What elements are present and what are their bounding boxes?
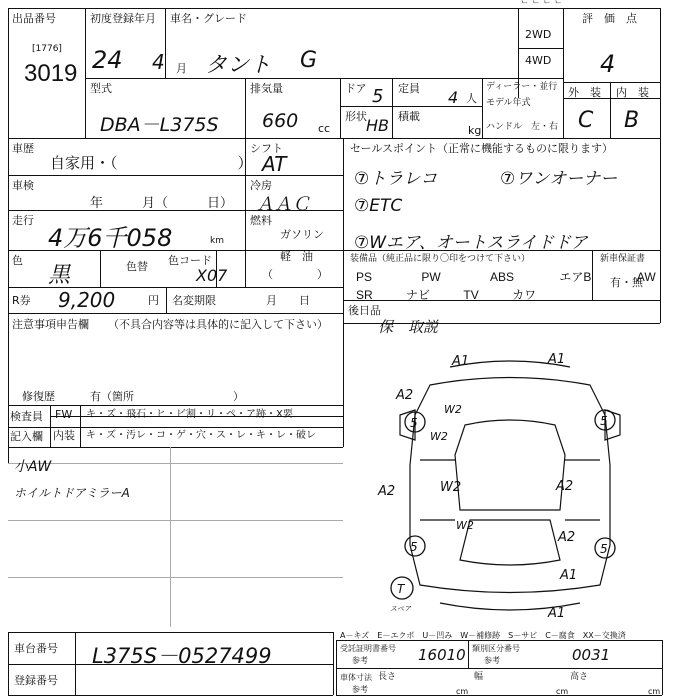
mileage-unit: km xyxy=(210,236,224,246)
equip-leather: カワ xyxy=(512,288,537,302)
color-code: X07 xyxy=(196,266,228,285)
damage-diagram xyxy=(360,345,660,630)
tire-front-left-value: 5 xyxy=(410,416,418,430)
aircon-value: ＡＡＣ xyxy=(256,194,310,215)
repair-value: 有（箇所 ） xyxy=(90,390,244,403)
drive-2wd: 2WD xyxy=(525,28,552,41)
registration-label: 登録番号 xyxy=(14,674,58,687)
score-interior: B xyxy=(624,108,640,133)
spare-tire-value: T xyxy=(397,582,405,596)
notes-sub: （不具合内容等は具体的に記入して下さい） xyxy=(108,318,328,331)
model-grade: G xyxy=(300,48,318,73)
first-reg-month: 4 xyxy=(152,50,165,74)
mark-a2-right-rear: A2 xyxy=(558,530,576,545)
tire-rear-left-value: 5 xyxy=(410,540,418,554)
equip-ps: PS xyxy=(356,270,373,284)
remark-1: 小AW xyxy=(14,459,52,475)
fuel-label: 燃料 xyxy=(250,214,272,227)
inspection-label: 車検 xyxy=(12,179,34,192)
frame-right xyxy=(660,8,661,323)
length-unit: cm xyxy=(456,687,469,696)
score-exterior-label: 外 装 xyxy=(568,86,601,99)
mark-a1-rear-right: A1 xyxy=(560,568,578,583)
color-code-label: 色コード xyxy=(168,254,212,267)
first-reg-month-unit: 月 xyxy=(176,62,187,75)
color-value: 黒 xyxy=(48,263,71,288)
inspect-cert-label: 受託証明書番号 xyxy=(340,644,396,653)
displacement-value: 660 xyxy=(262,110,299,132)
later-items-value: 保 取説 xyxy=(378,318,439,336)
ref-label-3: 参考 xyxy=(352,685,368,694)
score-exterior: C xyxy=(578,108,594,133)
height-unit: cm xyxy=(648,687,661,696)
tire-front-right-value: 5 xyxy=(600,414,608,428)
sales-point-1: ⑦トラレコ xyxy=(354,169,438,189)
sales-point-4: ⑦Wエア、オートスライドドア xyxy=(354,233,588,253)
inspector-in-label: 内装 xyxy=(53,429,75,442)
inspection-text: 年 月（ 日） xyxy=(90,195,234,210)
repair-label: 修復歴 xyxy=(22,390,55,403)
equip-tv: TV xyxy=(463,288,479,302)
doors-label: ドア xyxy=(345,82,367,95)
new-book-value: 有・無 xyxy=(610,276,643,289)
inspector-in-text: キ・ズ・汚レ・コ・ゲ・穴・ス・レ・キ・レ・破レ xyxy=(86,430,316,441)
later-items-label: 後日品 xyxy=(348,304,381,317)
sales-point-2: ⑦ワンオーナー xyxy=(500,169,618,189)
first-reg-label: 初度登録年月 xyxy=(90,12,156,25)
model-year-label: モデル年式 xyxy=(486,98,531,108)
fuel-paren: （ ） xyxy=(262,268,328,281)
car-rear-glass xyxy=(460,520,560,565)
equip-abs: ABS xyxy=(490,270,515,284)
shape-label: 形状 xyxy=(345,110,367,123)
ref-label-1: 参考 xyxy=(352,656,368,665)
category-label: 類別区分番号 xyxy=(472,644,520,653)
recycle-label: R券 xyxy=(12,294,31,307)
equip-aw: AW xyxy=(636,270,656,284)
category-value: 0031 xyxy=(572,646,611,664)
equip-navi: ナビ xyxy=(406,288,431,302)
equip-pw: PW xyxy=(421,270,441,284)
lot-label: 出品番号 xyxy=(12,12,56,25)
legend: A－キズ E－エクボ U－凹み W－補修跡 S－サビ C－腐食 XX－交換済 xyxy=(340,631,626,640)
shift-value: AT xyxy=(262,152,287,176)
chassis-value: L375S－0527499 xyxy=(92,644,272,668)
inspector-fw-label: FW xyxy=(55,408,73,421)
equipment-label: 装備品（純正品に限り〇印をつけて下さい） xyxy=(350,254,531,264)
model-name-label: 車名・グレード xyxy=(170,12,247,25)
sales-points-label: セールスポイント（正常に機能するものに限ります） xyxy=(350,142,614,155)
score-value: 4 xyxy=(600,50,616,78)
inspector-label-2: 記入欄 xyxy=(10,430,43,443)
length-label: 長さ xyxy=(378,672,397,682)
load-label: 積載 xyxy=(398,110,420,123)
lot-sub: [1776] xyxy=(32,44,62,54)
expiry-label: 名変期限 xyxy=(172,294,216,307)
chassis-label: 車台番号 xyxy=(14,642,58,655)
aircon-label: 冷房 xyxy=(250,179,272,192)
width-unit: cm xyxy=(556,687,569,696)
type-label: 型式 xyxy=(90,82,112,95)
recycle-value: 9,200 xyxy=(58,288,116,312)
doors-value: 5 xyxy=(372,86,384,107)
notes-label: 注意事項申告欄 xyxy=(12,318,89,331)
displacement-label: 排気量 xyxy=(250,82,283,95)
mileage-value: 4万6千058 xyxy=(48,224,173,252)
equip-sr: SR xyxy=(356,288,373,302)
score-label: 評 価 点 xyxy=(582,12,637,25)
body-size-label: 車体寸法 xyxy=(340,673,372,682)
remark-2: ホイルトドアミラーA xyxy=(14,486,130,500)
width-label: 幅 xyxy=(474,672,484,682)
mark-a2-right: A2 xyxy=(556,479,574,494)
capacity-value: 4 xyxy=(448,88,459,107)
mark-w2-left: W2 xyxy=(430,430,448,443)
lot-number: 3019 xyxy=(24,60,78,87)
frame-left xyxy=(8,8,9,463)
sales-point-3: ⑦ETC xyxy=(354,196,403,216)
equip-airbag: エアB xyxy=(559,270,592,284)
ref-label-2: 参考 xyxy=(484,656,500,665)
fuel-diesel: 軽 油 xyxy=(280,250,313,263)
mark-a1-rear: A1 xyxy=(548,606,566,621)
shape-value: HB xyxy=(366,116,390,135)
type-value: DBA－L375S xyxy=(100,114,219,136)
recycle-unit: 円 xyxy=(148,294,159,307)
cert-value: 16010 xyxy=(418,646,466,664)
mark-a2-left-front: A2 xyxy=(396,388,414,403)
mileage-label: 走行 xyxy=(12,214,34,227)
color-label: 色 xyxy=(12,254,23,267)
load-unit: kg xyxy=(468,124,482,137)
dealer-label: ディーラー・並行 xyxy=(486,82,558,92)
first-reg-year: 24 xyxy=(92,46,123,74)
color-change-label: 色替 xyxy=(126,260,148,273)
handle-label: ハンドル 左・右 xyxy=(486,122,559,132)
mark-w2-rear: W2 xyxy=(456,519,474,532)
mark-a1-front-right: A1 xyxy=(548,352,566,367)
shift-label: シフト xyxy=(250,142,283,155)
height-label: 高さ xyxy=(570,672,589,682)
displacement-unit: cc xyxy=(318,122,331,135)
score-interior-label: 内 装 xyxy=(616,86,649,99)
mark-a2-left: A2 xyxy=(378,484,396,499)
fuel-gas: ガソリン xyxy=(280,228,324,241)
inspector-fw-text: キ・ズ・飛石・ヒ・ビ割・リ・ペ・ア跡・X要 xyxy=(86,409,293,420)
capacity-label: 定員 xyxy=(398,82,420,95)
inspector-label-1: 検査員 xyxy=(10,410,43,423)
car-roof-outline xyxy=(455,420,565,510)
drive-4wd: 4WD xyxy=(525,54,552,67)
mark-a1-front-left: A1 xyxy=(452,354,470,369)
mark-w2-center: W2 xyxy=(440,480,462,495)
spare-label: スペア xyxy=(390,605,411,613)
expiry-text: 月 日 xyxy=(266,294,310,307)
model-name: タント xyxy=(205,53,272,78)
capacity-unit: 人 xyxy=(466,92,477,105)
new-book-label: 新車保証書 xyxy=(600,254,646,264)
header-top-text: ᄂ ᄂ ᄂ ᄂ xyxy=(520,0,563,10)
tire-rear-right-value: 5 xyxy=(600,542,608,556)
mark-w2-left-front: W2 xyxy=(444,403,462,416)
history-label: 車歴 xyxy=(12,142,34,155)
history-value: 自家用・（ ） xyxy=(50,155,253,172)
